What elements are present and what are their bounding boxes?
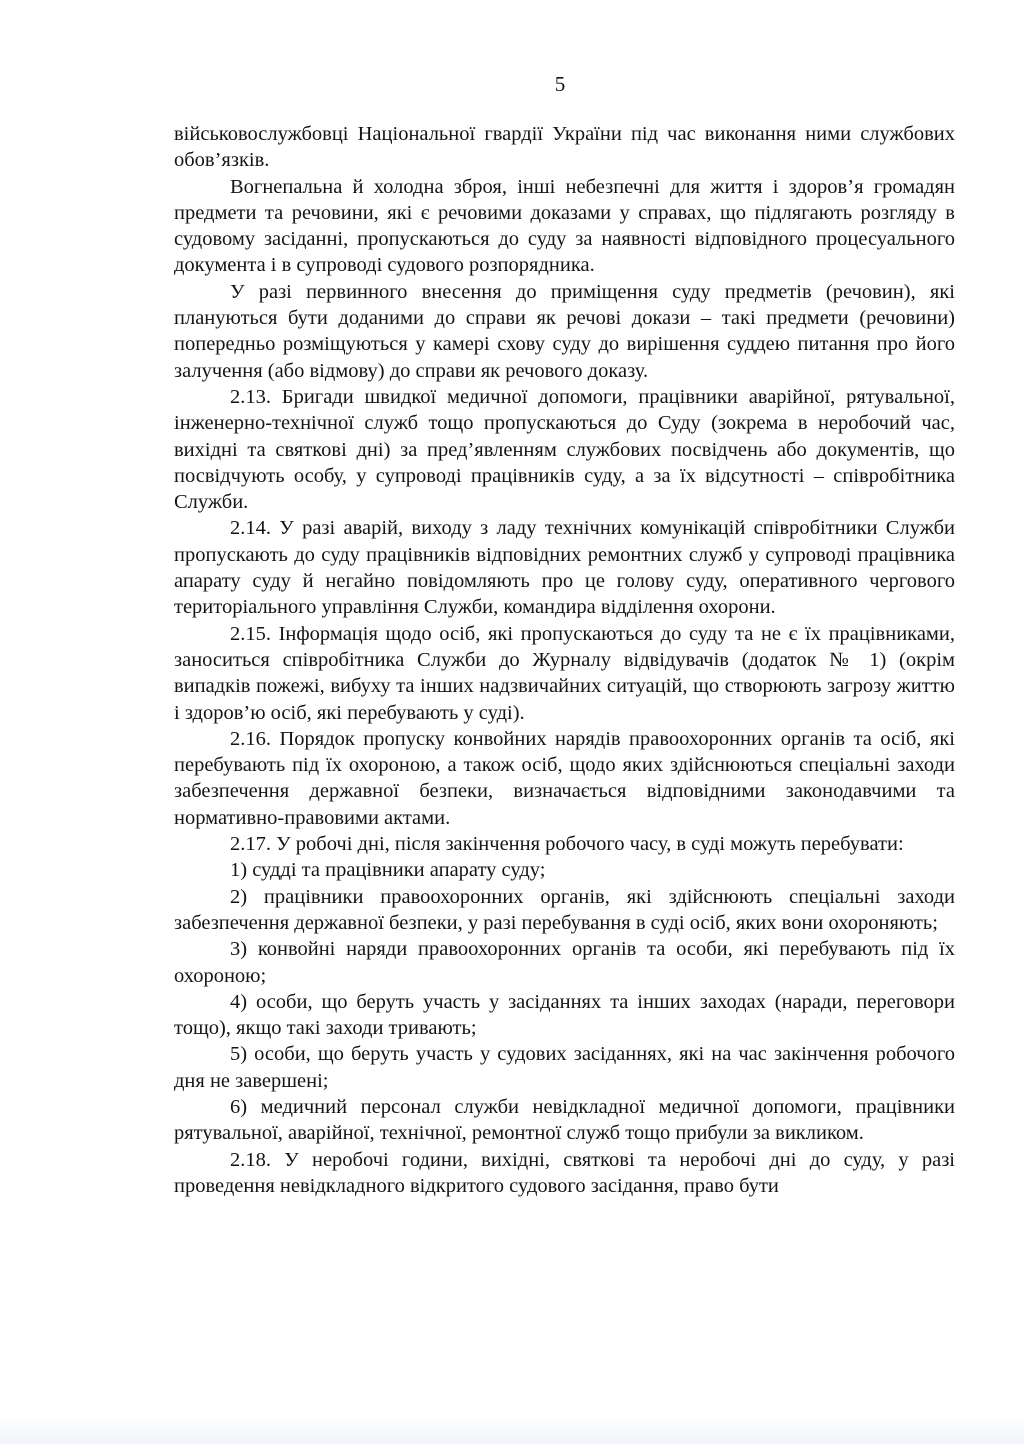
paragraph-2-17: 2.17. У робочі дні, після закінчення робочого часу, в суді можуть перебувати: bbox=[230, 833, 904, 856]
list-item-3: 3) конвойні наряди правоохоронних органів та особи, які перебувають під їх охороною; bbox=[174, 938, 955, 987]
paragraph-continuation: військовослужбовці Національної гвардії України під час виконання ними службових обов’язків. bbox=[174, 123, 955, 172]
paragraph-2-14: 2.14. У разі аварій, виходу з ладу технічних комунікацій співробітники Служби пропускають до суду працівників відповідних ремонтних служб у супроводі працівника апарату суду й негайно повідомляють про це голову суду, оперативного чергового територіального управління Служби, командира відділення охорони. bbox=[174, 517, 955, 619]
paragraph-2-16: 2.16. Порядок пропуску конвойних нарядів правоохоронних органів та осіб, які перебувають під їх охороною, а також осіб, щодо яких здійснюються спеціальні заходи забезпечення державної безпеки, визначається відповідними законодавчими та нормативно-правовими актами. bbox=[174, 727, 955, 829]
scan-edge-shading bbox=[0, 1414, 1024, 1444]
page-number: 5 bbox=[554, 72, 566, 96]
document-body bbox=[174, 121, 955, 1199]
list-item-5: 5) особи, що беруть участь у судових засіданнях, які на час закінчення робочого дня не завершені; bbox=[174, 1043, 955, 1092]
list-item-6: 6) медичний персонал служби невідкладної медичної допомоги, працівники рятувальної, аварійної, технічної, ремонтної служб тощо прибули за викликом. bbox=[174, 1095, 955, 1145]
paragraph-2-18: 2.18. У неробочі години, вихідні, святкові та неробочі дні до суду, у разі проведення невідкладного відкритого судового засідання, право бути bbox=[174, 1148, 955, 1197]
list-item-1: 1) судді та працівники апарату суду; bbox=[230, 859, 546, 882]
paragraph-2-13: 2.13. Бригади швидкої медичної допомоги, працівники аварійної, рятувальної, інженерно-технічної служб тощо пропускаються до Суду (зокрема в неробочий час, вихідні та святкові дні) за пред’явленням службових посвідчень або документів, що посвідчують особу, у супроводі працівників суду, а за їх відсутності – співробітника Служби. bbox=[174, 385, 955, 514]
paragraph-weapons: Вогнепальна й холодна зброя, інші небезпечні для життя і здоров’я громадян предмети та речовини, які є речовими доказами у справах, що підлягають розгляду в судовому засіданні, пропускаються до суду за наявності відповідного процесуального документа і в супроводі судового розпорядника. bbox=[174, 175, 955, 277]
list-item-4: 4) особи, що беруть участь у засіданнях та інших заходах (наради, переговори тощо), якщо такі заходи тривають; bbox=[174, 990, 955, 1040]
paragraph-2-15: 2.15. Інформація щодо осіб, які пропускаються до суду та не є їх працівниками, заноситься співробітника Служби до Журналу відвідувачів (додаток № 1) (окрім випадків пожежі, вибуху та інших надзвичайних ситуацій, що створюють загрозу життю і здоров’ю осіб, які перебувають у суді). bbox=[174, 622, 955, 724]
paragraph-evidence-storage: У разі первинного внесення до приміщення суду предметів (речовин), які плануються бути доданими до справи як речові докази – такі предмети (речовини) попередньо розміщуються у камері схову суду до вирішення суддею питання про його залучення (або відмову) до справи як речового доказу. bbox=[174, 280, 955, 382]
list-item-2: 2) працівники правоохоронних органів, які здійснюють спеціальні заходи забезпечення державної безпеки, у разі перебування в суді осіб, яких вони охороняють; bbox=[174, 885, 955, 934]
